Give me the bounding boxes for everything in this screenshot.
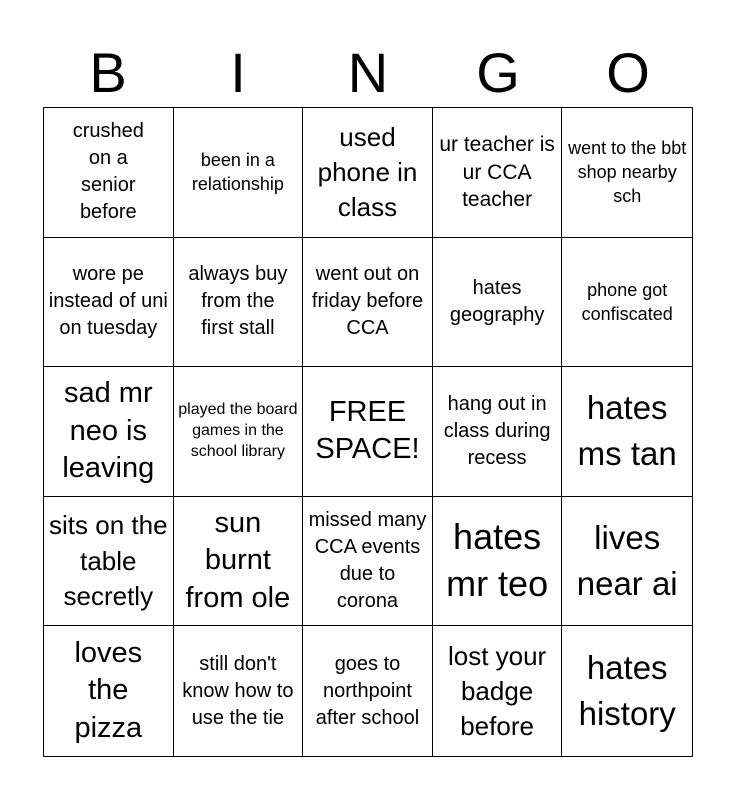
bingo-cell[interactable] bbox=[174, 626, 304, 756]
cell-text: been in a relationship bbox=[191, 150, 284, 195]
bingo-cell[interactable] bbox=[303, 238, 433, 368]
cell-text: crushed on a senior before bbox=[72, 120, 144, 224]
cell-text: sun burnt from ole bbox=[185, 506, 291, 614]
cell-text: hates mr teo bbox=[446, 516, 549, 605]
cell-text: hates history bbox=[578, 649, 676, 733]
bingo-cell[interactable] bbox=[433, 367, 563, 497]
bingo-cell[interactable] bbox=[303, 497, 433, 627]
cell-text: went out on friday before CCA bbox=[311, 263, 424, 340]
bingo-cell[interactable] bbox=[303, 108, 433, 238]
bingo-cell[interactable] bbox=[174, 497, 304, 627]
bingo-header bbox=[43, 40, 693, 106]
bingo-cell-free-space[interactable] bbox=[303, 367, 433, 497]
bingo-cell[interactable] bbox=[44, 497, 174, 627]
bingo-cell[interactable] bbox=[44, 626, 174, 756]
free-space-text: FREE SPACE! bbox=[315, 395, 420, 466]
bingo-cell[interactable] bbox=[433, 497, 563, 627]
cell-text: still don't know how to use the tie bbox=[182, 652, 294, 729]
header-letter-b: B bbox=[89, 41, 127, 104]
header-letter-g: G bbox=[476, 41, 520, 104]
cell-text: loves the pizza bbox=[74, 636, 143, 745]
cell-text: hates geography bbox=[449, 276, 545, 326]
cell-text: always buy from the first stall bbox=[188, 263, 288, 340]
cell-text: missed many CCA events due to corona bbox=[308, 509, 427, 613]
cell-text: hang out in class during recess bbox=[443, 392, 551, 469]
cell-text: lives near ai bbox=[576, 518, 678, 603]
cell-text: played the board games in the school library bbox=[178, 401, 298, 460]
bingo-cell[interactable] bbox=[174, 238, 304, 368]
header-letter-o: O bbox=[606, 41, 650, 104]
bingo-cell[interactable] bbox=[433, 108, 563, 238]
bingo-cell[interactable] bbox=[44, 108, 174, 238]
cell-text: wore pe instead of uni on tuesday bbox=[48, 263, 168, 340]
bingo-cell[interactable] bbox=[562, 626, 692, 756]
cell-text: used phone in class bbox=[317, 121, 418, 222]
bingo-cell[interactable] bbox=[562, 497, 692, 627]
cell-text: lost your badge before bbox=[447, 640, 547, 741]
bingo-cell[interactable] bbox=[174, 108, 304, 238]
bingo-cell[interactable] bbox=[433, 626, 563, 756]
header-letter-n: N bbox=[347, 41, 389, 104]
cell-text: ur teacher is ur CCA teacher bbox=[439, 133, 555, 211]
cell-text: goes to northpoint after school bbox=[315, 652, 420, 729]
bingo-grid bbox=[43, 107, 693, 757]
bingo-cell[interactable] bbox=[433, 238, 563, 368]
cell-text: sits on the table secretly bbox=[49, 510, 168, 611]
cell-text: sad mr neo is leaving bbox=[62, 376, 155, 485]
bingo-cell[interactable] bbox=[303, 626, 433, 756]
header-letter-i: I bbox=[230, 41, 246, 104]
cell-text: went to the bbt shop nearby sch bbox=[568, 137, 687, 207]
cell-text: hates ms tan bbox=[577, 389, 677, 473]
bingo-cell[interactable] bbox=[174, 367, 304, 497]
cell-text: phone got confiscated bbox=[581, 279, 673, 324]
bingo-cell[interactable] bbox=[562, 238, 692, 368]
bingo-cell[interactable] bbox=[44, 238, 174, 368]
bingo-cell[interactable] bbox=[562, 108, 692, 238]
bingo-cell[interactable] bbox=[562, 367, 692, 497]
bingo-cell[interactable] bbox=[44, 367, 174, 497]
